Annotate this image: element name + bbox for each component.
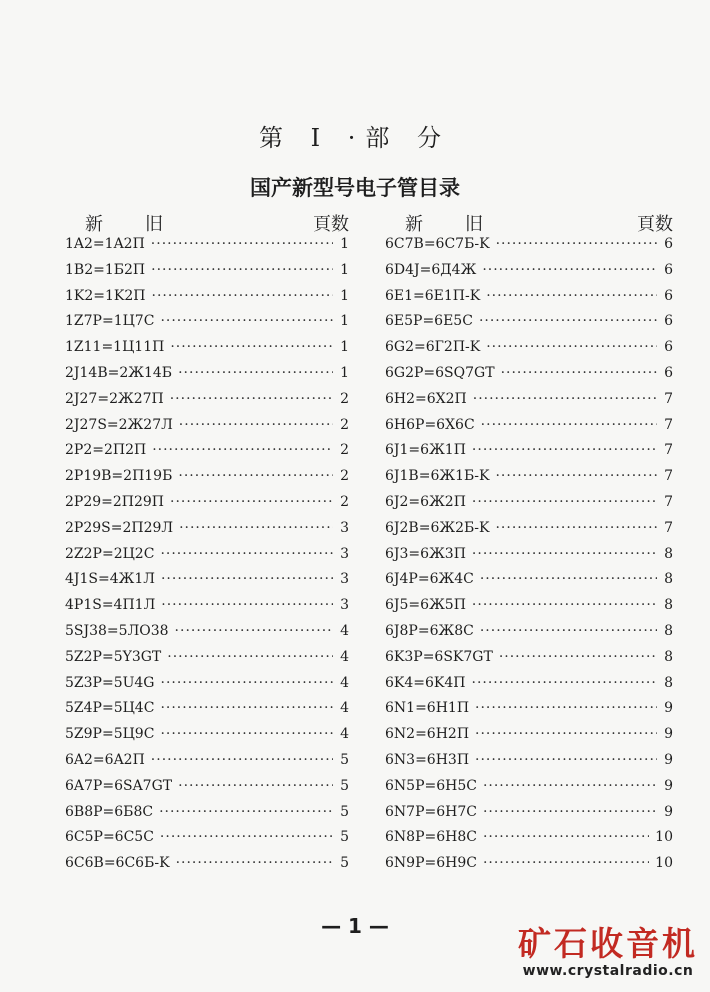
watermark-url: www.crystalradio.cn <box>522 963 694 979</box>
tube-entry <box>385 726 673 752</box>
dot-leader <box>472 675 658 691</box>
dot-leader <box>160 546 333 562</box>
tube-code: 6N2=6H2П <box>385 726 470 743</box>
header-page: 頁数 <box>313 214 349 235</box>
right-entry-list <box>385 236 673 881</box>
tube-code: 1K2=1K2П <box>65 287 146 304</box>
tube-entry <box>385 855 673 881</box>
tube-entry <box>385 623 673 649</box>
page-ref: 7 <box>664 519 673 536</box>
tube-code: 6J3=6Ж3П <box>385 545 466 562</box>
tube-code: 2J27S=2Ж27Л <box>65 416 173 433</box>
tube-code: 2J14B=2Ж14Б <box>65 364 173 381</box>
page-ref: 1 <box>340 261 349 278</box>
dot-leader <box>495 468 657 484</box>
dot-leader <box>160 700 333 716</box>
page-ref: 3 <box>340 519 349 536</box>
tube-code: 4J1S=4Ж1Л <box>65 571 155 588</box>
dot-leader <box>486 339 657 355</box>
page-ref: 1 <box>340 364 349 381</box>
tube-entry <box>65 442 349 468</box>
dot-leader <box>483 855 649 871</box>
header-old: 旧 <box>145 214 163 235</box>
tube-code: 5Z2P=5Y3GT <box>65 648 162 665</box>
page-ref: 2 <box>340 390 349 407</box>
header-new: 新 <box>405 214 423 235</box>
header-new: 新 <box>85 214 103 235</box>
tube-code: 6H6P=6X6C <box>385 416 475 433</box>
page-ref: 1 <box>340 236 349 252</box>
tube-code: 6N5P=6H5C <box>385 777 477 794</box>
tube-code: 4P1S=4П1Л <box>65 597 156 614</box>
dot-leader <box>475 726 657 742</box>
tube-code: 2P2=2П2П <box>65 442 147 459</box>
tube-code: 6N8P=6H8C <box>385 829 477 846</box>
dot-leader <box>480 623 657 639</box>
tube-code: 2J27=2Ж27П <box>65 390 164 407</box>
catalog-title: 国产新型号电子管目录 <box>250 176 460 200</box>
tube-entry <box>385 700 673 726</box>
tube-code: 6J8P=6Ж8С <box>385 622 474 639</box>
tube-entry <box>65 494 349 520</box>
page-ref: 6 <box>664 313 673 330</box>
dot-leader <box>161 675 334 691</box>
page-ref: 8 <box>664 648 673 665</box>
tube-code: 2P19B=2П19Б <box>65 468 173 485</box>
tube-code: 5SJ38=5ЛО38 <box>65 622 169 639</box>
dot-leader <box>170 494 333 510</box>
tube-entry <box>65 339 349 365</box>
tube-code: 6H2=6X2П <box>385 390 467 407</box>
dot-leader <box>480 571 657 587</box>
page-ref: 2 <box>340 416 349 433</box>
page-ref: 7 <box>664 442 673 459</box>
tube-code: 5Z4P=5Ц4С <box>65 700 155 717</box>
tube-entry <box>65 829 349 855</box>
left-column-header <box>65 210 349 234</box>
tube-code: 6N1=6H1П <box>385 700 470 717</box>
dot-leader <box>472 546 657 562</box>
tube-code: 6G2P=6SQ7GT <box>385 364 495 381</box>
tube-entry <box>65 700 349 726</box>
page-ref: 2 <box>340 493 349 510</box>
dot-leader <box>472 494 657 510</box>
tube-entry <box>385 417 673 443</box>
tube-entry <box>385 597 673 623</box>
tube-entry <box>65 236 349 262</box>
tube-code: 6J1=6Ж1П <box>385 442 466 459</box>
tube-entry <box>65 365 349 391</box>
page-ref: 5 <box>340 803 349 820</box>
tube-code: 2P29S=2П29Л <box>65 519 174 536</box>
tube-entry <box>385 262 673 288</box>
tube-code: 6K3P=6SK7GT <box>385 648 493 665</box>
tube-code: 6B8P=6Б8С <box>65 803 154 820</box>
tube-entry <box>385 236 673 262</box>
page-ref: 4 <box>340 648 349 665</box>
dot-leader <box>170 391 333 407</box>
dot-leader <box>176 855 333 871</box>
page-ref: 8 <box>664 571 673 588</box>
tube-entry <box>385 365 673 391</box>
tube-code: 6C7B=6C7Б-K <box>385 236 490 252</box>
page-ref: 8 <box>664 545 673 562</box>
dot-leader <box>161 597 333 613</box>
dot-leader <box>175 623 333 639</box>
tube-entry <box>65 288 349 314</box>
dot-leader <box>170 339 333 355</box>
tube-code: 6G2=6Г2П-K <box>385 339 481 356</box>
tube-entry <box>385 571 673 597</box>
tube-entry <box>65 649 349 675</box>
tube-code: 6E1=6E1П-K <box>385 287 481 304</box>
tube-entry <box>385 339 673 365</box>
dot-leader <box>167 649 333 665</box>
tube-code: 6J2B=6Ж2Б-K <box>385 519 490 536</box>
tube-code: 6C5P=6C5C <box>65 829 154 846</box>
tube-entry <box>385 829 673 855</box>
dot-leader <box>472 442 657 458</box>
page-ref: 9 <box>664 700 673 717</box>
page-ref: 4 <box>340 622 349 639</box>
dot-leader <box>501 365 657 381</box>
tube-entry <box>65 391 349 417</box>
dot-leader <box>161 571 333 587</box>
tube-entry <box>65 571 349 597</box>
header-old: 旧 <box>465 214 483 235</box>
page-ref: 6 <box>664 261 673 278</box>
page-ref: 2 <box>340 442 349 459</box>
tube-code: 6A7P=6SA7GT <box>65 777 173 794</box>
tube-entry <box>385 752 673 778</box>
dot-leader <box>483 778 657 794</box>
dot-leader <box>483 829 649 845</box>
dot-leader <box>160 829 333 845</box>
tube-code: 6N9P=6H9C <box>385 855 477 872</box>
page-ref: 4 <box>340 726 349 743</box>
tube-entry <box>65 262 349 288</box>
dot-leader <box>178 365 333 381</box>
tube-entry <box>385 313 673 339</box>
tube-entry <box>65 313 349 339</box>
dot-leader <box>151 262 333 278</box>
page-ref: 7 <box>664 390 673 407</box>
page-ref: 9 <box>664 751 673 768</box>
dot-leader <box>178 778 333 794</box>
tube-entry <box>65 778 349 804</box>
tube-entry <box>385 546 673 572</box>
dot-leader <box>151 752 333 768</box>
tube-entry <box>65 417 349 443</box>
tube-code: 6J2=6Ж2П <box>385 493 466 510</box>
tube-entry <box>65 468 349 494</box>
page-ref: 9 <box>664 777 673 794</box>
tube-entry <box>385 804 673 830</box>
tube-entry <box>385 442 673 468</box>
tube-entry <box>65 726 349 752</box>
page-ref: 8 <box>664 597 673 614</box>
tube-code: 6A2=6A2П <box>65 751 145 768</box>
tube-entry <box>385 778 673 804</box>
tube-code: 6J5=6Ж5П <box>385 597 466 614</box>
page-ref: 8 <box>664 622 673 639</box>
page-ref: 8 <box>664 674 673 691</box>
tube-entry <box>65 804 349 830</box>
tube-entry <box>385 494 673 520</box>
tube-entry <box>65 520 349 546</box>
page-ref: 3 <box>340 545 349 562</box>
page-ref: 7 <box>664 493 673 510</box>
dot-leader <box>159 804 333 820</box>
page-ref: 7 <box>664 468 673 485</box>
dot-leader <box>160 726 333 742</box>
page-ref: 5 <box>340 855 349 872</box>
site-watermark <box>518 925 698 979</box>
tube-code: 6K4=6K4П <box>385 674 466 691</box>
page-ref: 6 <box>664 364 673 381</box>
part-title: 第 I ·部 分 <box>259 124 451 152</box>
dot-leader <box>486 288 657 304</box>
dot-leader <box>495 520 657 536</box>
page-ref: 1 <box>340 313 349 330</box>
tube-code: 1A2=1A2П <box>65 236 145 252</box>
tube-entry <box>385 675 673 701</box>
page-ref: 7 <box>664 416 673 433</box>
page-number: — 1 — <box>321 914 389 938</box>
dot-leader <box>499 649 657 665</box>
page-ref: 4 <box>340 674 349 691</box>
tube-code: 6J4P=6Ж4С <box>385 571 474 588</box>
dot-leader <box>152 442 333 458</box>
watermark-chinese: 矿石收音机 <box>518 924 698 963</box>
tube-entry <box>385 649 673 675</box>
tube-code: 1Z7P=1Ц7С <box>65 313 155 330</box>
tube-code: 6N3=6H3П <box>385 751 470 768</box>
page-ref: 2 <box>340 468 349 485</box>
page-ref: 5 <box>340 751 349 768</box>
dot-leader <box>473 391 657 407</box>
page-ref: 6 <box>664 236 673 252</box>
page-ref: 4 <box>340 700 349 717</box>
tube-entry <box>65 597 349 623</box>
tube-code: 6N7P=6H7C <box>385 803 477 820</box>
tube-entry <box>65 623 349 649</box>
dot-leader <box>483 804 657 820</box>
page-ref: 3 <box>340 571 349 588</box>
tube-entry <box>65 675 349 701</box>
tube-code: 2P29=2П29П <box>65 493 165 510</box>
tube-entry <box>385 468 673 494</box>
tube-code: 2Z2P=2Ц2С <box>65 545 155 562</box>
tube-entry <box>65 855 349 881</box>
tube-code: 6J1B=6Ж1Б-K <box>385 468 490 485</box>
page-ref: 6 <box>664 287 673 304</box>
tube-code: 1B2=1Б2П <box>65 261 146 278</box>
tube-code: 6C6B=6C6Б-K <box>65 855 170 872</box>
tube-code: 6D4J=6Д4Ж <box>385 261 477 278</box>
dot-leader <box>179 520 333 536</box>
tube-code: 5Z9P=5Ц9С <box>65 726 155 743</box>
right-column-header <box>385 210 673 234</box>
dot-leader <box>475 752 657 768</box>
dot-leader <box>178 468 333 484</box>
dot-leader <box>475 700 657 716</box>
tube-entry <box>385 391 673 417</box>
dot-leader <box>179 417 333 433</box>
page-ref: 1 <box>340 339 349 356</box>
dot-leader <box>152 288 334 304</box>
tube-code: 1Z11=1Ц11П <box>65 339 165 356</box>
dot-leader <box>496 236 657 252</box>
tube-entry <box>65 752 349 778</box>
dot-leader <box>482 262 657 278</box>
dot-leader <box>160 313 333 329</box>
header-page: 頁数 <box>637 214 673 235</box>
page-ref: 10 <box>655 829 673 846</box>
dot-leader <box>479 313 657 329</box>
page-ref: 1 <box>340 287 349 304</box>
tube-code: 6E5P=6E5C <box>385 313 473 330</box>
page-ref: 5 <box>340 777 349 794</box>
tube-code: 5Z3P=5U4G <box>65 674 155 691</box>
tube-entry <box>65 546 349 572</box>
page-ref: 9 <box>664 726 673 743</box>
page-ref: 5 <box>340 829 349 846</box>
tube-entry <box>385 288 673 314</box>
dot-leader <box>481 417 657 433</box>
dot-leader <box>151 236 333 252</box>
page-ref: 6 <box>664 339 673 356</box>
dot-leader <box>472 597 657 613</box>
page-ref: 10 <box>655 855 673 872</box>
page-ref: 9 <box>664 803 673 820</box>
left-entry-list <box>65 236 349 881</box>
tube-entry <box>385 520 673 546</box>
page-ref: 3 <box>340 597 349 614</box>
